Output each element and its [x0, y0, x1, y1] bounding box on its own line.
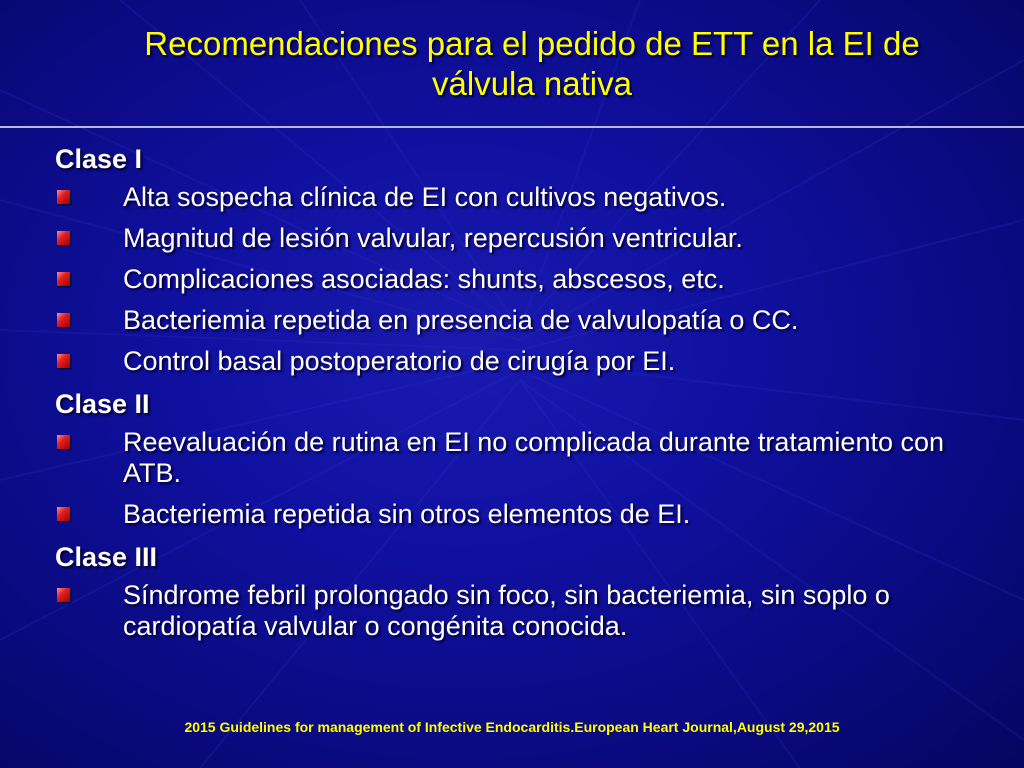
- list-item-text: Bacteriemia repetida en presencia de valvulopatía o CC.: [123, 305, 799, 335]
- red-square-bullet-icon: [57, 231, 70, 245]
- red-square-bullet-icon: [57, 272, 70, 286]
- red-square-bullet-icon: [57, 313, 70, 327]
- red-square-bullet-icon: [57, 507, 70, 521]
- slide-title-line-2: válvula nativa: [432, 65, 632, 102]
- list-item-text: Síndrome febril prolongado sin foco, sin bacteriemia, sin soplo o cardiopatía valvular o congénita conocida.: [123, 580, 890, 641]
- section-heading-clase-i: Clase I: [55, 144, 143, 174]
- red-square-bullet-icon: [57, 435, 70, 449]
- title-divider: [0, 126, 1024, 128]
- list-item-text: Complicaciones asociadas: shunts, abscesos, etc.: [123, 264, 725, 294]
- list-item: [55, 264, 995, 295]
- list-item-text: Alta sospecha clínica de EI con cultivos negativos.: [123, 182, 727, 212]
- citation-footer: 2015 Guidelines for management of Infective Endocarditis.European Heart Journal,August 29,2015: [184, 719, 840, 735]
- list-item-text: Control basal postoperatorio de cirugía por EI.: [123, 346, 676, 376]
- list-item: [55, 346, 995, 377]
- red-square-bullet-icon: [57, 588, 70, 602]
- list-item: [55, 427, 995, 489]
- list-item: [55, 499, 995, 530]
- list-item: [55, 182, 995, 213]
- list-item-text: Reevaluación de rutina en EI no complicada durante tratamiento con ATB.: [123, 427, 945, 488]
- slide-body: [55, 142, 995, 652]
- section-heading-clase-ii: Clase II: [55, 389, 150, 419]
- slide-title: [40, 24, 1024, 104]
- list-item-text: Magnitud de lesión valvular, repercusión ventricular.: [123, 223, 743, 253]
- slide-title-line-1: Recomendaciones para el pedido de ETT en la EI de: [144, 25, 920, 62]
- list-item: [55, 223, 995, 254]
- red-square-bullet-icon: [57, 354, 70, 368]
- list-item: [55, 305, 995, 336]
- section-heading-clase-iii: Clase III: [55, 542, 158, 572]
- list-item: [55, 580, 995, 642]
- list-item-text: Bacteriemia repetida sin otros elementos de EI.: [123, 499, 691, 529]
- red-square-bullet-icon: [57, 190, 70, 204]
